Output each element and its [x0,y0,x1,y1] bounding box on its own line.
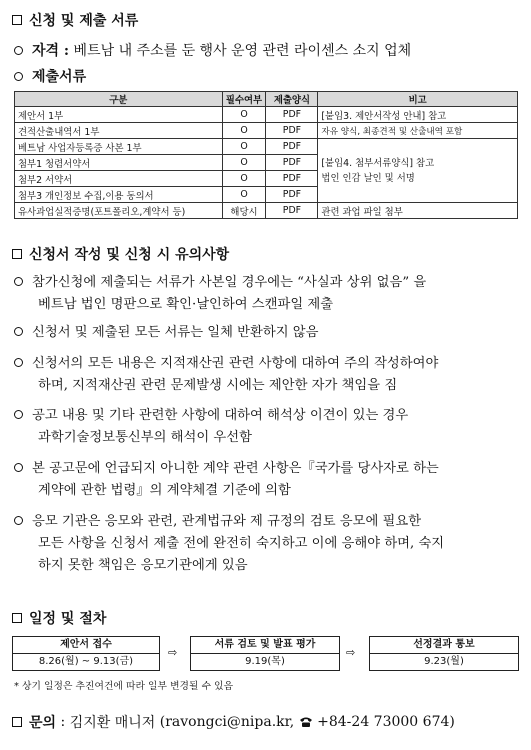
note-item: 공고 내용 및 기타 관련한 사항에 대하여 해석상 이견이 있는 경우 과학기술정보통신부의 해석이 우선함 [14,405,519,449]
doc-name: 유사과업실적증명(포트폴리오,계약서 등) [15,203,223,219]
qualification-line [14,40,411,60]
doc-required: O [222,187,266,203]
table-row [15,123,518,139]
doc-format: PDF [266,203,318,219]
right-arrow-icon: ⇨ [168,646,178,659]
bullet-circle-icon [14,463,23,472]
merged-note-cell [318,139,518,203]
contact-line [12,712,455,732]
table-header: 구분 [15,92,223,107]
documents-table [14,91,518,219]
schedule-footnote: * 상기 일정은 추진여건에 따라 일부 변경될 수 있음 [14,681,234,692]
doc-required: O [222,107,266,123]
contact-name: 김지환 매니저 [69,715,156,731]
table-header: 제출양식 [266,92,318,107]
doc-note: [붙임3. 제안서작성 안내] 참고 [318,107,518,123]
doc-name: 베트남 사업자등록증 사본 1부 [15,139,223,155]
bullet-circle-icon [14,277,23,286]
doc-note: 자유 양식, 최종견적 및 산출내역 포함 [318,123,518,139]
table-header: 비고 [318,92,518,107]
doc-name: 제안서 1부 [15,107,223,123]
docs-label-line [14,66,86,86]
doc-format: PDF [266,139,318,155]
checkbox-square-icon [12,15,22,25]
bullet-circle-icon [14,516,23,525]
doc-format: PDF [266,155,318,171]
bullet-circle-icon [14,327,23,336]
doc-required: O [222,139,266,155]
checkbox-square-icon [12,249,22,259]
contact-label: 문의 [29,715,57,731]
doc-format: PDF [266,171,318,187]
section-title-schedule: 일정 및 절차 [12,608,106,628]
contact-colon: : [60,714,66,730]
step-title: 제안서 접수 [13,637,159,654]
step-date: 9.23(월) [424,656,464,667]
doc-required: 해당시 [222,203,266,219]
bullet-circle-icon [14,72,23,81]
doc-format: PDF [266,123,318,139]
table-header: 필수여부 [222,92,266,107]
merged-note-line: 법인 인감 날인 및 서명 [321,172,415,184]
contact-email[interactable]: (ravongci@nipa.kr, [159,714,295,730]
schedule-step [12,636,160,671]
contact-phone[interactable]: +84-24 73000 674) [317,714,455,730]
right-arrow-icon: ⇨ [346,646,356,659]
merged-note-line: [붙임4. 첨부서류양식] 참고 [321,157,435,169]
doc-required: O [222,155,266,171]
phone-icon [299,716,313,728]
schedule-step [369,636,519,671]
doc-name: 첨부1 청렴서약서 [15,155,223,171]
checkbox-square-icon [12,717,22,727]
bullet-circle-icon [14,358,23,367]
note-item: 신청서의 모든 내용은 지적재산권 관련 사항에 대하여 주의 작성하여야 하며, 지적재산권 관련 문제발생 시에는 제안한 자가 책임을 짐 [14,353,519,397]
qualification-text: 베트남 내 주소를 둔 행사 운영 관련 라이센스 소지 업체 [73,43,412,59]
doc-required: O [222,171,266,187]
table-row [15,203,518,219]
doc-format: PDF [266,187,318,203]
bullet-circle-icon [14,46,23,55]
step-date: 9.19(목) [245,656,285,667]
table-row [15,107,518,123]
docs-label: 제출서류 [32,69,87,85]
step-title: 서류 검토 및 발표 평가 [191,637,339,654]
note-item: 신청서 및 제출된 모든 서류는 일체 반환하지 않음 [14,322,519,344]
doc-name: 견적산출내역서 1부 [15,123,223,139]
doc-name: 첨부3 개인정보 수집,이용 동의서 [15,187,223,203]
note-item: 참가신청에 제출되는 서류가 사본일 경우에는 “사실과 상위 없음” 을 베트남 법인 명판으로 확인·날인하여 스캔파일 제출 [14,272,519,316]
table-row [15,139,518,155]
doc-name: 첨부2 서약서 [15,171,223,187]
qualification-label: 자격 : [32,43,70,59]
checkbox-square-icon [12,613,22,623]
doc-format: PDF [266,107,318,123]
section-title-apply-docs: 신청 및 제출 서류 [12,10,138,30]
doc-required: O [222,123,266,139]
note-item: 본 공고문에 언급되지 아니한 계약 관련 사항은『국가를 당사자로 하는 계약에 관한 법령』의 계약체결 기준에 의함 [14,458,519,502]
note-item: 응모 기관은 응모와 관련, 관계법규와 제 규정의 검토 응모에 필요한 모든 사항을 신청서 제출 전에 완전히 숙지하고 이에 응해야 하며, 숙지 하지 못한 책임은 응모기관에게 있음 [14,511,519,577]
section-title-notes: 신청서 작성 및 신청 시 유의사항 [12,244,229,264]
doc-note: 관련 과업 파일 첨부 [318,203,518,219]
step-date: 8.26(월) ~ 9.13(금) [38,656,134,667]
step-title: 선정결과 통보 [370,637,518,654]
table-header-row [15,92,518,107]
bullet-circle-icon [14,410,23,419]
schedule-step [190,636,340,671]
